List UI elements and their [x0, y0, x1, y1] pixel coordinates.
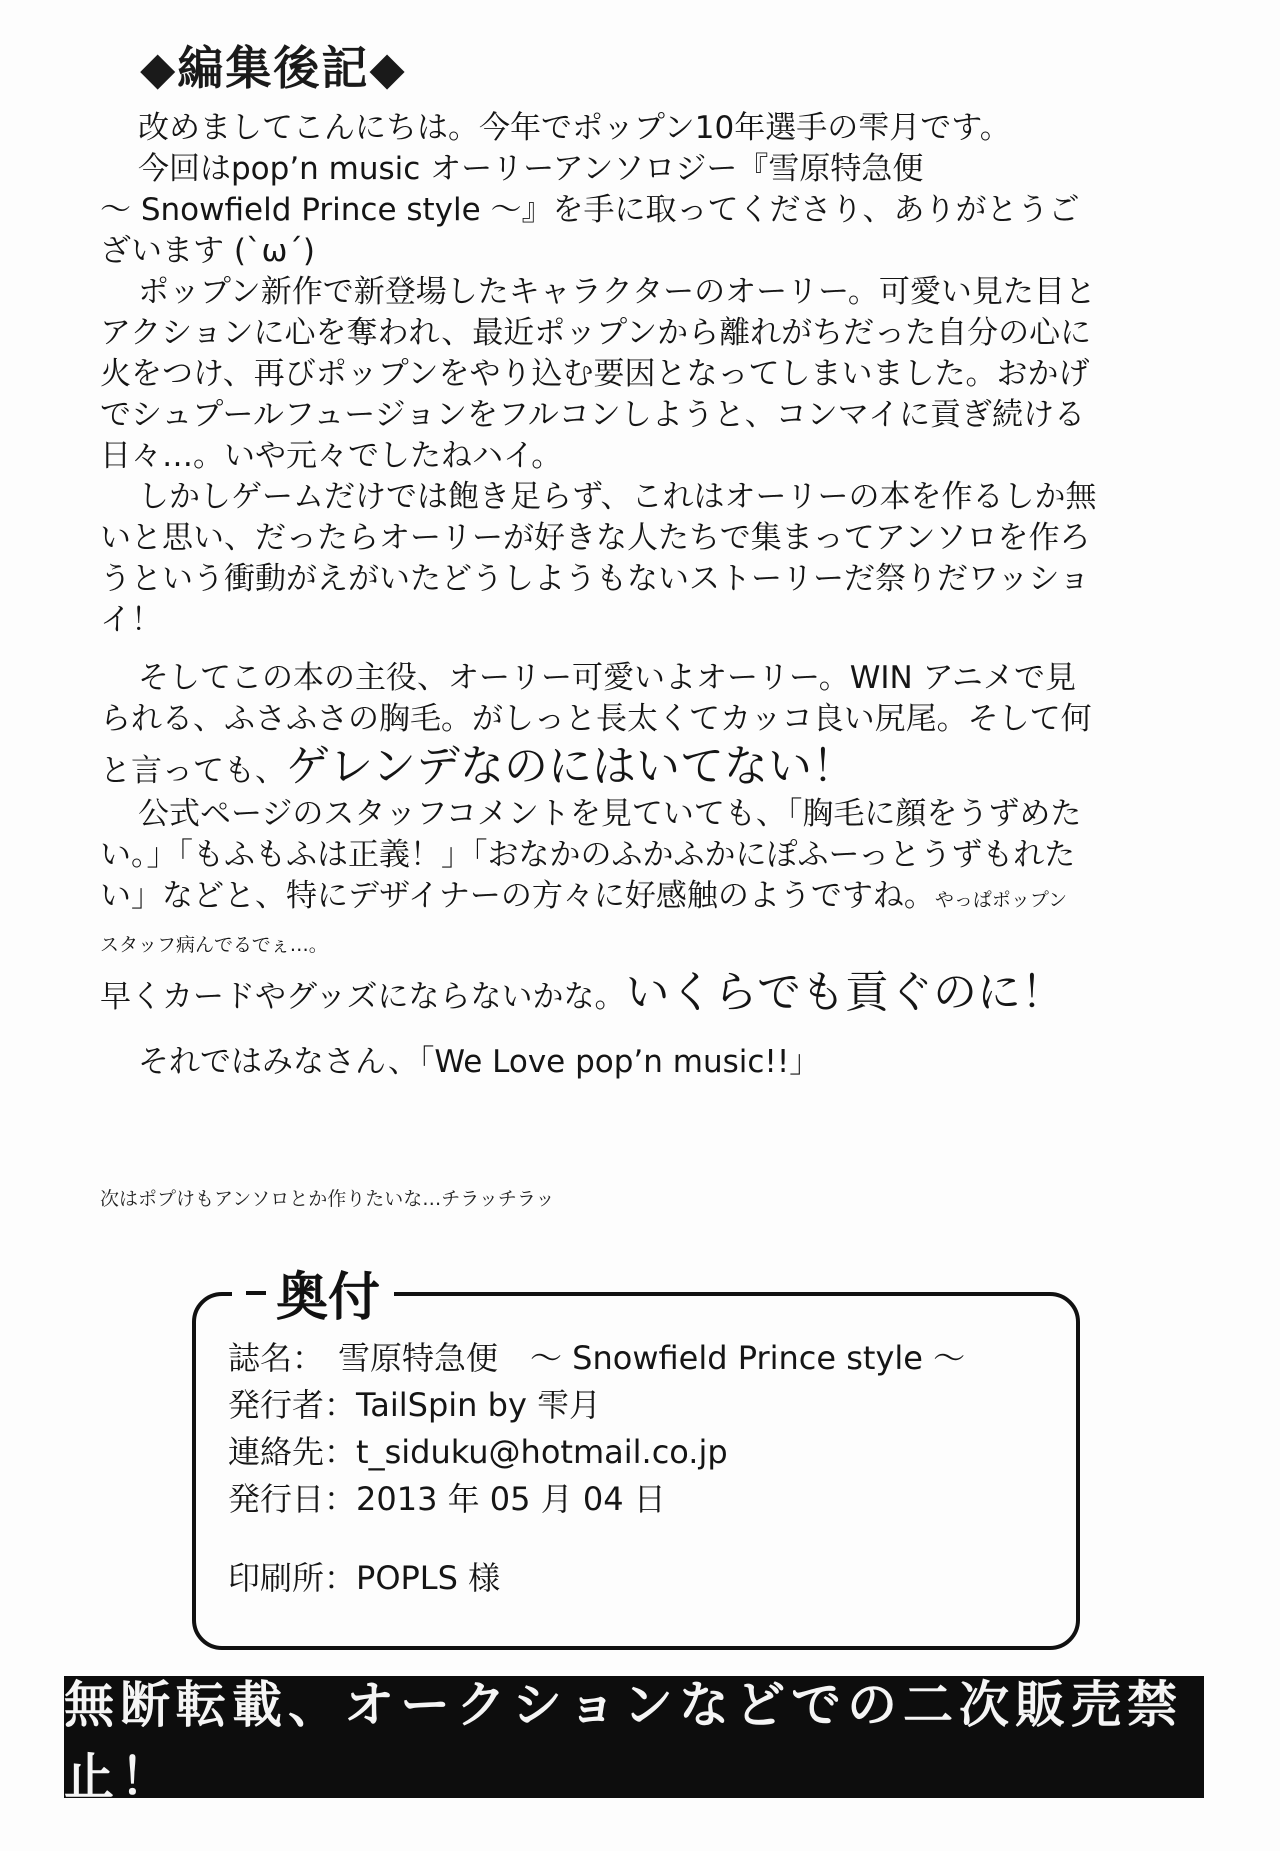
warning-text: 無断転載、オークションなどでの二次販売禁止！: [64, 1675, 1183, 1806]
text-line: 日々…。いや元々でしたねハイ。: [100, 438, 563, 474]
text-line: そしてこの本の主役、オーリー可愛いよオーリー。WIN アニメで見: [138, 660, 1077, 696]
text-line: ポップン新作で新登場したキャラクターのオーリー。可愛い見た目と: [138, 274, 1096, 310]
text-line: いと思い、だったらオーリーが好きな人たちで集まってアンソロを作ろ: [100, 520, 1091, 556]
colophon-label: 印刷所：: [228, 1559, 357, 1597]
colophon-label: 発行日：: [228, 1480, 357, 1518]
colophon-label: 誌名：: [228, 1339, 325, 1377]
aside-text: やっぱポップン: [934, 889, 1068, 911]
colophon-spacer: [228, 1523, 965, 1555]
afterword-block-intro: [100, 108, 1210, 641]
text-line: ～ Snowfield Prince style ～』を手に取ってくださり、ありがとうご: [100, 192, 1080, 228]
text-line: [100, 921, 1210, 966]
colophon-value: 雪原特急便 ～ Snowfield Prince style ～: [338, 1339, 966, 1377]
colophon-title-wrap: [232, 1255, 394, 1330]
text-line: 今回はpop’n music オーリーアンソロジー『雪原特急便: [138, 151, 924, 187]
aside-text: スタッフ病んでるでぇ…。: [100, 934, 328, 956]
text-line: でシュプールフュージョンをフルコンしようと、コンマイに貢ぎ続ける: [100, 397, 1086, 433]
colophon-rows: [228, 1335, 965, 1602]
afterword-block-main: [100, 658, 1210, 1083]
colophon-row-publisher: [228, 1382, 965, 1429]
text-line: イ！: [100, 602, 162, 638]
colophon-row-printer: [228, 1555, 965, 1602]
colophon-value: t_siduku@hotmail.co.jp: [356, 1433, 728, 1471]
text-line: い。」「もふもふは正義！」「おなかのふかふかにぽふーっとうずもれた: [100, 837, 1076, 873]
colophon-row-contact: [228, 1429, 965, 1476]
text-line: しかしゲームだけでは飽き足らず、これはオーリーの本を作るしか無: [138, 479, 1097, 515]
text-line: アクションに心を奪われ、最近ポップンから離れがちだった自分の心に: [100, 315, 1092, 351]
afterword-heading: ◆編集後記◆: [140, 41, 407, 95]
emphasis-text: いくらでも貢ぐのに！: [625, 967, 1066, 1018]
text-line: 改めましてこんにちは。今年でポップン10年選手の雫月です。: [138, 110, 1011, 146]
colophon-row-date: [228, 1476, 965, 1523]
colophon-row-title: [228, 1335, 965, 1382]
colophon-title: 奥付: [276, 1267, 381, 1328]
afterword-footnote: 次はポプけもアンソロとか作りたいな…チラッチラッ: [100, 1188, 555, 1210]
colophon-value: POPLS 様: [356, 1559, 501, 1597]
text-line: うという衝動がえがいたどうしようもないストーリーだ祭りだワッショ: [100, 561, 1090, 597]
text-line: ざいます (`ω´): [100, 233, 316, 269]
emphasis-text: ゲレンデなのにはいてない！: [286, 741, 857, 792]
colophon-value: 2013 年 05 月 04 日: [356, 1480, 666, 1518]
text-line: 火をつけ、再びポップンをやり込む要因となってしまいました。おかげ: [100, 356, 1090, 392]
text-line: と言っても、ゲレンデなのにはいてない！: [100, 741, 857, 792]
text-line: 早くカードやグッズにならないかな。いくらでも貢ぐのに！: [100, 967, 1066, 1018]
colophon-value: TailSpin by 雫月: [356, 1386, 602, 1424]
colophon-label: 発行者：: [228, 1386, 357, 1424]
warning-banner: [64, 1675, 1204, 1806]
text-line: い」などと、特にデザイナーの方々に好感触のようですね。やっぱポップン: [100, 878, 1068, 914]
text-line: それではみなさん、「We Love pop’n music!!」: [138, 1044, 821, 1080]
text-line: られる、ふさふさの胸毛。がしっと長太くてカッコ良い尻尾。そして何: [100, 701, 1092, 737]
colophon-label: 連絡先：: [228, 1433, 357, 1471]
colophon-dash: [246, 1291, 266, 1295]
text-line: 公式ページのスタッフコメントを見ていても、「胸毛に顔をうずめた: [138, 796, 1082, 832]
